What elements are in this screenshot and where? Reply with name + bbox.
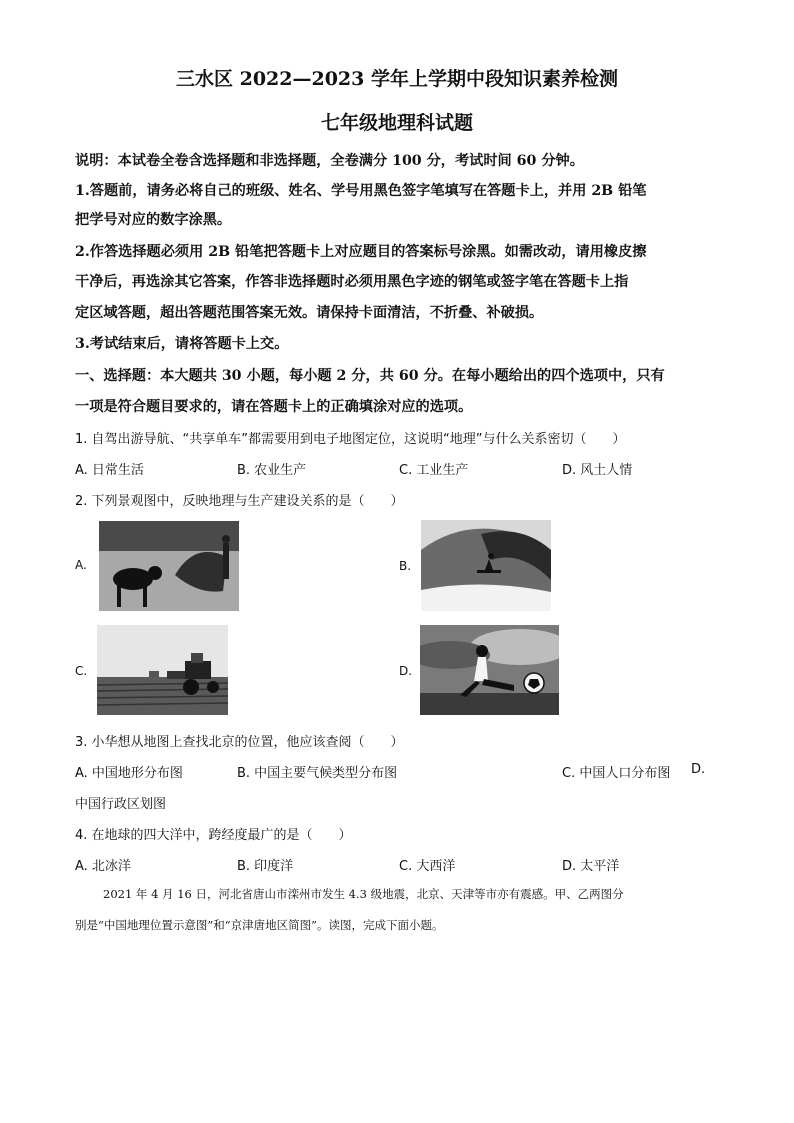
exam-title: 三水区 2022—2023 学年上学期中段知识素养检测 (176, 68, 618, 90)
question-1-option-c[interactable]: C. 工业生产 (399, 463, 469, 478)
question-1-option-a[interactable]: A. 日常生活 (75, 463, 144, 478)
question-4-option-a[interactable]: A. 北冰洋 (75, 859, 131, 874)
farm-tractor-photo[interactable] (97, 625, 228, 715)
soccer-kick-photo[interactable] (420, 625, 559, 715)
question-1-option-d[interactable]: D. 风土人情 (562, 463, 633, 478)
instruction-line: 2.作答选择题必须用 2B 铅笔把答题卡上对应题目的答案标号涂黑。如需改动，请用橡皮擦 (75, 244, 647, 260)
question-2-label-a: A. (75, 558, 87, 572)
passage-line: 2021 年 4 月 16 日，河北省唐山市滦州市发生 4.3 级地震，北京、天津等市亦有震感。甲、乙两图分 (103, 887, 624, 901)
question-2-label-d: D. (399, 664, 413, 678)
question-2-stem: 2. 下列景观图中，反映地理与生产建设关系的是（ ） (75, 494, 404, 509)
question-1-option-b[interactable]: B. 农业生产 (237, 463, 307, 478)
instruction-line: 1.答题前，请务必将自己的班级、姓名、学号用黑色签字笔填写在答题卡上，并用 2B 铅笔 (75, 183, 647, 199)
question-4-option-d[interactable]: D. 太平洋 (562, 859, 620, 874)
question-1-stem: 1. 自驾出游导航、“共享单车”都需要用到电子地图定位，这说明“地理”与什么关系密切（ ） (75, 432, 626, 447)
question-3-option-b[interactable]: B. 中国主要气候类型分布图 (237, 766, 398, 781)
instruction-line: 说明：本试卷全卷含选择题和非选择题，全卷满分 100 分，考试时间 60 分钟。 (75, 153, 584, 169)
instruction-line: 干净后，再选涂其它答案，作答非选择题时必须用黑色字迹的钢笔或签字笔在答题卡上指 (75, 274, 629, 290)
question-2-label-b: B. (399, 559, 412, 573)
instruction-line: 把学号对应的数字涂黑。 (75, 212, 232, 228)
passage-line: 别是“中国地理位置示意图”和“京津唐地区简图”。读图，完成下面小题。 (75, 918, 444, 932)
section-heading: 一项是符合题目要求的，请在答题卡上的正确填涂对应的选项。 (75, 399, 473, 415)
question-3-option-d-text[interactable]: 中国行政区划图 (75, 797, 167, 812)
question-4-option-c[interactable]: C. 大西洋 (399, 859, 456, 874)
question-4-stem: 4. 在地球的四大洋中，跨经度最广的是（ ） (75, 828, 352, 843)
question-3-stem: 3. 小华想从地图上查找北京的位置，他应该查阅（ ） (75, 735, 404, 750)
bullfight-photo[interactable] (99, 521, 239, 611)
question-3-option-c[interactable]: C. 中国人口分布图 (562, 766, 671, 781)
question-3-option-d[interactable]: D. (691, 762, 706, 777)
question-2-label-c: C. (75, 664, 88, 678)
section-heading: 一、选择题：本大题共 30 小题，每小题 2 分，共 60 分。在每小题给出的四个选项中，只有 (75, 368, 665, 384)
instruction-line: 3.考试结束后，请将答题卡上交。 (75, 336, 289, 352)
question-4-option-b[interactable]: B. 印度洋 (237, 859, 294, 874)
instruction-line: 定区域答题，超出答题范围答案无效。请保持卡面清洁，不折叠、补破损。 (75, 305, 544, 321)
exam-subtitle: 七年级地理科试题 (320, 112, 473, 134)
surfing-photo[interactable] (421, 520, 551, 611)
question-3-option-a[interactable]: A. 中国地形分布图 (75, 766, 183, 781)
